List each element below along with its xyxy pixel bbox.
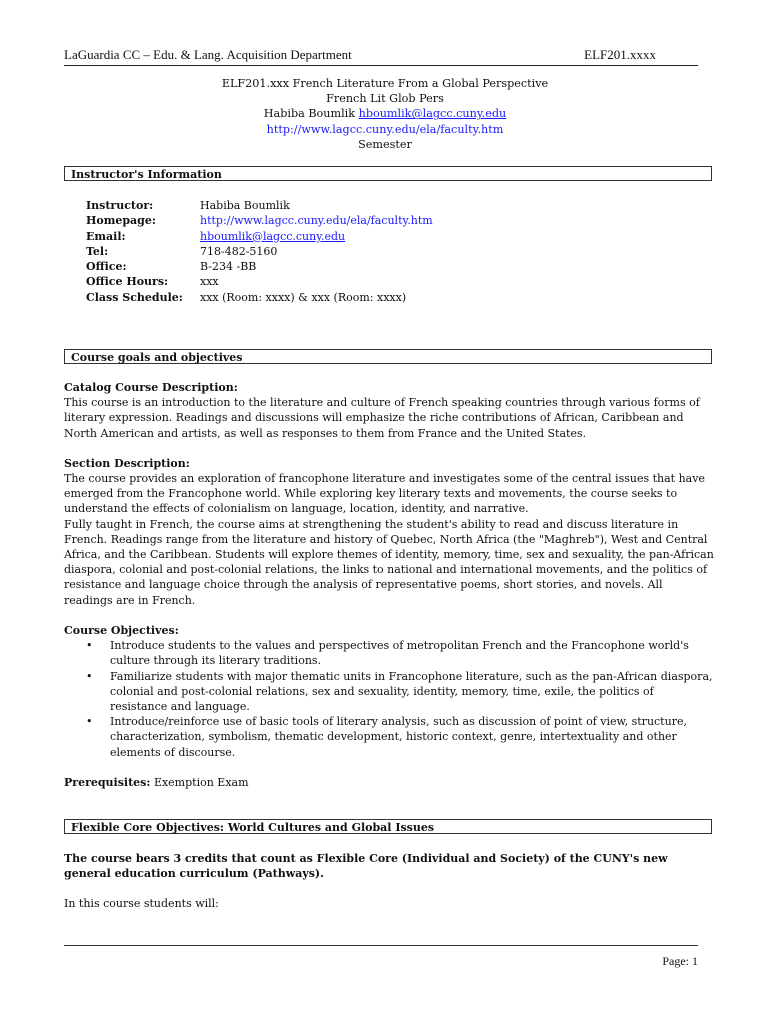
homepage-link[interactable]: http://www.lagcc.cuny.edu/ela/faculty.htm xyxy=(200,214,433,228)
info-row-office-hours xyxy=(86,274,433,289)
flexible-core-heading: Flexible Core Objectives: World Cultures and Global Issues xyxy=(64,819,712,834)
prerequisites-value: Exemption Exam xyxy=(153,775,249,789)
course-objectives-label: Course Objectives: xyxy=(64,624,179,637)
section-description-text-1: The course provides an exploration of francophone literature and investigates some of the central issues that have emerged from the Francophone world. While exploring key literary texts and movements, the course seeks to understand the effects of colonialism on language, location, identity, and narrative. xyxy=(64,472,705,516)
instructor-info-table xyxy=(86,198,433,305)
info-value: Habiba Boumlik xyxy=(200,199,290,212)
info-label: Instructor: xyxy=(86,199,154,212)
instructor-name: Habiba Boumlik xyxy=(263,107,356,121)
info-value: xxx (Room: xxxx) & xxx (Room: xxxx) xyxy=(200,290,407,304)
info-row-email xyxy=(86,229,433,244)
page-number: Page: 1 xyxy=(662,954,698,968)
header-course-code: ELF201.xxxx xyxy=(584,47,656,62)
info-label: Office: xyxy=(86,260,127,274)
instructor-info-heading: Instructor's Information xyxy=(64,166,712,181)
info-row-office xyxy=(86,259,433,274)
info-label: Tel: xyxy=(86,244,109,258)
email-link[interactable]: hboumlik@lagcc.cuny.edu xyxy=(200,229,346,243)
info-row-instructor xyxy=(86,198,433,213)
catalog-description-label: Catalog Course Description: xyxy=(64,381,238,394)
info-label: Homepage: xyxy=(86,214,156,228)
prerequisites-label: Prerequisites: xyxy=(64,775,151,789)
header-department: LaGuardia CC – Edu. & Lang. Acquisition Department xyxy=(64,47,352,62)
info-value: B-234 -BB xyxy=(200,260,257,274)
instructor-email-link[interactable]: hboumlik@lagcc.cuny.edu xyxy=(358,107,507,121)
instructor-line xyxy=(0,106,770,121)
flexible-core-intro: In this course students will: xyxy=(64,897,219,911)
course-goals-heading: Course goals and objectives xyxy=(64,349,712,364)
course-description-block xyxy=(64,380,714,608)
info-value: xxx xyxy=(200,275,219,289)
faculty-url-link[interactable]: http://www.lagcc.cuny.edu/ela/faculty.htm xyxy=(266,122,504,136)
info-label: Email: xyxy=(86,229,126,243)
objectives-list xyxy=(64,638,714,760)
flexible-core-statement: The course bears 3 credits that count as Flexible Core (Individual and Society) of the CUNY's new general education curriculum (Pathways). xyxy=(64,852,668,881)
info-label: Class Schedule: xyxy=(86,290,183,304)
info-row-homepage xyxy=(86,213,433,228)
semester: Semester xyxy=(358,137,412,151)
info-value: 718-482-5160 xyxy=(200,244,278,258)
list-item: • Introduce/reinforce use of basic tools of literary analysis, such as discussion of point of view, structure, characterization, symbolism, thematic development, historic context, genre, intertextuality and other elements of discourse. xyxy=(64,714,714,760)
title-block xyxy=(0,76,770,152)
footer-divider xyxy=(64,945,698,946)
prerequisites-line xyxy=(64,775,714,790)
list-item: • Familiarize students with major thematic units in Francophone literature, such as the pan-African diaspora, colonial and post-colonial relations, sex and sexuality, identity, memory, time, exile, the politics of resistance and language. xyxy=(64,669,714,715)
page-header xyxy=(64,47,698,66)
info-label: Office Hours: xyxy=(86,275,169,289)
list-item: • Introduce students to the values and perspectives of metropolitan French and the Francophone world's culture through its literary traditions. xyxy=(64,638,714,668)
catalog-description-text: This course is an introduction to the literature and culture of French speaking countries through various forms of literary expression. Readings and discussions will emphasize the riche contributions of African, Caribbean and North American and artists, as well as responses to them from France and the United States. xyxy=(64,396,700,440)
info-row-tel xyxy=(86,244,433,259)
flexible-core-block xyxy=(64,851,714,912)
section-description-text-2: Fully taught in French, the course aims at strengthening the student's ability to read and discuss literature in French. Readings range from the literature and history of Quebec, North Africa (the "Maghreb"), West and Central Africa, and the Caribbean. Students will explore themes of identity, memory, time, sex and sexuality, the pan-African diaspora, colonial and post-colonial relations, the links to national and international movements, and the politics of resistance and language choice through the analysis of representative poems, short stories, and novels. All readings are in French. xyxy=(64,517,714,607)
course-title: ELF201.xxx French Literature From a Global Perspective xyxy=(221,77,549,90)
section-description-label: Section Description: xyxy=(64,456,190,470)
course-short-title: French Lit Glob Pers xyxy=(326,92,444,106)
course-objectives-block xyxy=(64,623,714,790)
info-row-class-schedule xyxy=(86,290,433,305)
